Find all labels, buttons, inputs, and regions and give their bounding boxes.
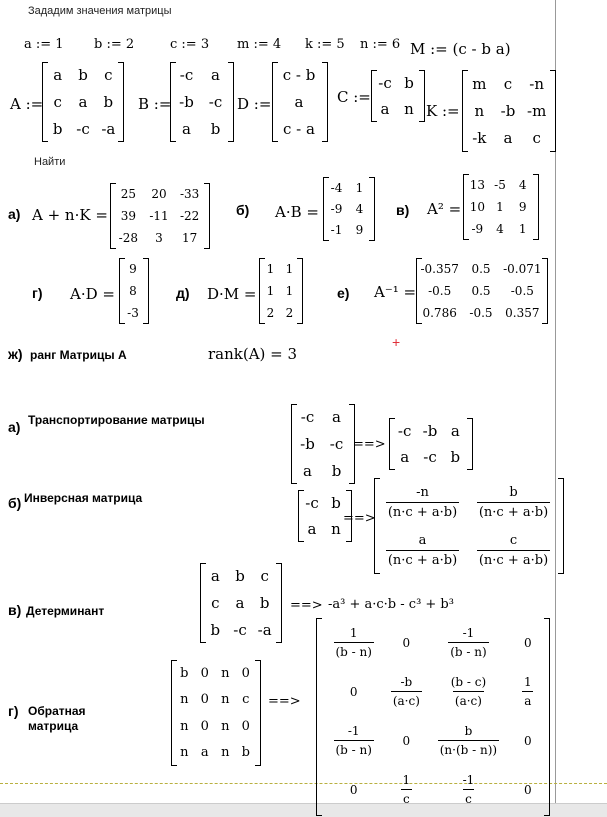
matrix-cell: -5 xyxy=(494,178,506,192)
matrix-M-definition: M := (c - b a) xyxy=(410,40,511,58)
matrix-cell xyxy=(449,675,488,708)
matrix-cell: -9 xyxy=(471,222,484,236)
result-a-expr: A + n·K = xyxy=(32,206,108,224)
matrix-cell: 0.357 xyxy=(505,306,540,320)
matrix-cell: n xyxy=(331,520,341,538)
matrix-cell: -4 xyxy=(330,180,343,195)
result-b-expr: A·B = xyxy=(275,203,319,221)
matrix-cell: 39 xyxy=(120,209,136,223)
matrix-cell: a xyxy=(53,66,63,85)
matrix-cell: 1 xyxy=(266,284,275,298)
sym-a-text: Транспортирование матрицы xyxy=(28,413,205,427)
matrix-cell: n xyxy=(221,718,230,734)
result-b-label: б) xyxy=(236,202,250,218)
sym-a-label: а) xyxy=(8,419,21,435)
matrix-D-cells xyxy=(274,62,324,142)
sym-v-determinant: -a³ + a·c·b - c³ + b³ xyxy=(328,597,454,612)
matrix-cell: 0 xyxy=(241,718,250,734)
matrix-cell: n xyxy=(180,692,189,708)
matrix-cell: b xyxy=(450,448,461,466)
matrix-cell: a xyxy=(182,119,191,138)
matrix-cell: c xyxy=(260,567,269,586)
matrix-cell: a xyxy=(78,92,88,111)
matrix-cell: b xyxy=(210,620,221,639)
numerator: b xyxy=(464,724,473,738)
numerator: -1 xyxy=(347,724,360,738)
matrix-cell: -b xyxy=(179,92,194,111)
matrix-cell: 9 xyxy=(355,223,364,238)
sym-g-input-cells xyxy=(174,660,256,766)
matrix-cell: -c xyxy=(305,494,319,512)
denominator: c xyxy=(401,789,412,806)
matrix-cell: -0.071 xyxy=(503,262,542,276)
numerator: (b - c) xyxy=(450,675,487,689)
denominator: c xyxy=(463,789,474,806)
matrix-A-cells xyxy=(45,62,121,142)
result-v-expr: A² = xyxy=(427,200,462,218)
matrix-cell: n xyxy=(404,100,414,118)
matrix-D-label: D := xyxy=(237,95,272,113)
matrix-cell: -a xyxy=(101,119,116,138)
denominator: (b - n) xyxy=(334,740,374,757)
numerator: -1 xyxy=(462,626,475,640)
matrix-cell: 25 xyxy=(120,187,136,201)
numerator: 1 xyxy=(402,773,411,787)
sym-g-text-2: матрица xyxy=(28,719,79,733)
result-e-cells xyxy=(419,258,543,324)
matrix-cell: -11 xyxy=(149,209,169,223)
matrix-cell: 9 xyxy=(129,262,137,276)
matrix-cell: -c xyxy=(378,74,392,92)
matrix-cell: a xyxy=(332,408,341,427)
numerator: -b xyxy=(400,675,413,689)
result-e-label: е) xyxy=(337,285,350,301)
matrix-cell: n xyxy=(221,692,230,708)
denominator: (n·c + a·b) xyxy=(386,502,459,520)
matrix-cell: b xyxy=(180,665,189,681)
denominator: (b - n) xyxy=(448,642,488,659)
matrix-cell xyxy=(334,724,374,757)
matrix-cell: -1 xyxy=(330,223,343,238)
matrix-cell: -b xyxy=(500,101,516,120)
matrix-cell: c xyxy=(104,66,113,85)
matrix-cell: b xyxy=(103,92,114,111)
matrix-cell: b xyxy=(404,74,414,92)
matrix-B-cells xyxy=(172,62,230,142)
matrix-cell: b xyxy=(241,745,250,761)
result-e-expr: A⁻¹ = xyxy=(374,283,417,301)
matrix-C-label: C := xyxy=(337,88,371,106)
sym-a-input-cells xyxy=(293,404,351,484)
matrix-K-label: K := xyxy=(426,102,460,120)
matrix-cell xyxy=(386,533,459,568)
matrix-cell xyxy=(477,485,550,520)
scalar-a: a := 1 xyxy=(24,37,64,52)
sym-v-input-cells xyxy=(203,563,277,643)
matrix-cell xyxy=(401,773,413,806)
denominator: (b - n) xyxy=(334,642,374,659)
denominator: (a·c) xyxy=(453,691,484,708)
matrix-cell xyxy=(448,626,488,659)
result-b-cells xyxy=(325,177,371,241)
denominator: (n·c + a·b) xyxy=(386,550,459,568)
matrix-cell: 0 xyxy=(523,782,532,797)
matrix-cell: -k xyxy=(472,129,487,148)
denominator: (a·c) xyxy=(391,691,422,708)
matrix-cell: -c xyxy=(423,448,437,466)
matrix-cell: 4 xyxy=(355,201,364,216)
matrix-cell: -c xyxy=(300,408,315,427)
matrix-cell: c xyxy=(211,593,220,612)
matrix-cell: c xyxy=(242,692,250,708)
matrix-cell: 0.5 xyxy=(471,284,491,298)
numerator: b xyxy=(509,484,518,500)
matrix-cell: 4 xyxy=(518,178,527,192)
matrix-cell: -m xyxy=(527,101,547,120)
matrix-cell: a xyxy=(307,520,317,538)
matrix-cell: n xyxy=(221,665,230,681)
numerator: a xyxy=(418,532,427,548)
matrix-cell: 0 xyxy=(241,665,250,681)
matrix-cell: c - a xyxy=(283,119,315,138)
numerator: c xyxy=(509,532,518,548)
result-d-cells xyxy=(261,258,299,324)
matrix-cell: -c xyxy=(179,66,194,85)
matrix-cell: 0 xyxy=(523,635,532,650)
matrix-cell: -3 xyxy=(127,306,139,320)
matrix-cell: a xyxy=(380,100,390,118)
sym-v-text: Детерминант xyxy=(26,604,105,618)
result-zh-label: ж) xyxy=(8,346,23,362)
matrix-cell: 0 xyxy=(349,684,358,699)
matrix-cell xyxy=(522,675,534,708)
matrix-cell: 0 xyxy=(200,665,209,681)
matrix-cell: 8 xyxy=(129,284,137,298)
matrix-cell: -22 xyxy=(179,209,200,223)
matrix-cell: -0.5 xyxy=(428,284,452,298)
matrix-cell xyxy=(461,773,477,806)
result-v-cells xyxy=(466,174,534,240)
matrix-cell: -0.5 xyxy=(510,284,534,298)
matrix-cell: 0 xyxy=(200,718,209,734)
matrix-cell: b xyxy=(52,119,63,138)
cursor-crosshair: + xyxy=(392,334,401,350)
matrix-cell: -c xyxy=(76,119,90,138)
denominator: a xyxy=(522,691,533,708)
matrix-cell: n xyxy=(180,745,189,761)
result-v-label: в) xyxy=(396,202,410,218)
matrix-cell: -9 xyxy=(330,201,343,216)
scalar-n: n := 6 xyxy=(360,37,401,52)
matrix-cell: b xyxy=(78,66,88,85)
denominator: (n·c + a·b) xyxy=(477,550,550,568)
fraction xyxy=(477,533,550,568)
matrix-cell: a xyxy=(235,593,245,612)
matrix-cell: 0 xyxy=(523,733,532,748)
matrix-cell: a xyxy=(200,745,209,761)
sym-v-arrow: ==> xyxy=(290,598,323,613)
numerator: 1 xyxy=(349,626,358,640)
sym-b-arrow: ==> xyxy=(343,511,376,526)
matrix-cell: a xyxy=(503,129,513,148)
result-zh-text: ранг Матрицы А xyxy=(30,348,127,362)
result-g-label: г) xyxy=(32,285,43,301)
sym-b-input-cells xyxy=(300,490,348,542)
fraction xyxy=(401,773,413,806)
scalar-c: c := 3 xyxy=(170,37,210,52)
matrix-cell: c xyxy=(503,74,513,93)
matrix-cell: 0 xyxy=(402,733,411,748)
matrix-cell: -b xyxy=(300,434,315,453)
sym-g-output-cells xyxy=(320,618,544,814)
rank-expression: rank(A) = 3 xyxy=(208,345,298,363)
matrix-cell xyxy=(334,626,374,659)
denominator: (n·(b - n)) xyxy=(438,740,499,757)
matrix-cell: 0 xyxy=(349,782,358,797)
fraction xyxy=(386,533,459,568)
matrix-cell: 4 xyxy=(496,222,504,236)
sym-g-text-1: Обратная xyxy=(28,704,86,718)
matrix-cell: 0 xyxy=(402,635,411,650)
fraction xyxy=(449,675,488,708)
matrix-cell: 1 xyxy=(496,200,504,214)
matrix-cell: n xyxy=(180,718,189,734)
scalar-k: k := 5 xyxy=(305,37,345,52)
matrix-cell: b xyxy=(331,494,341,512)
matrix-cell xyxy=(391,675,422,708)
matrix-cell: -c xyxy=(397,422,412,440)
sym-a-output-cells xyxy=(392,418,468,470)
result-g-expr: A·D = xyxy=(70,285,115,303)
matrix-cell: a xyxy=(303,461,312,480)
matrix-cell: -0.357 xyxy=(420,262,459,276)
matrix-cell: b xyxy=(210,119,221,138)
matrix-cell xyxy=(386,485,459,520)
matrix-cell: 0.786 xyxy=(422,306,457,320)
matrix-cell: -28 xyxy=(118,231,138,245)
matrix-cell: a xyxy=(294,92,304,111)
matrix-cell: b xyxy=(235,567,245,586)
matrix-cell: -0.5 xyxy=(469,306,493,320)
fraction xyxy=(448,626,488,659)
matrix-cell: c xyxy=(53,92,62,111)
matrix-cell: -c xyxy=(208,92,223,111)
matrix-cell: a xyxy=(400,448,410,466)
matrix-K-cells xyxy=(465,70,551,152)
result-d-expr: D·M = xyxy=(207,285,257,303)
matrix-cell: -c xyxy=(329,434,344,453)
matrix-cell: 0 xyxy=(200,692,209,708)
matrix-A-label: A := xyxy=(10,95,44,113)
result-d-label: д) xyxy=(176,285,190,301)
matrix-cell: -c xyxy=(233,620,247,639)
sym-v-label: в) xyxy=(8,602,22,618)
matrix-cell: n xyxy=(221,745,230,761)
sym-a-arrow: ==> xyxy=(353,437,386,452)
matrix-cell: 0.5 xyxy=(471,262,491,276)
matrix-cell xyxy=(477,533,550,568)
matrix-cell: b xyxy=(259,593,270,612)
fraction xyxy=(461,773,477,806)
matrix-cell: a xyxy=(210,567,220,586)
sym-g-label: г) xyxy=(8,703,19,719)
matrix-cell: 1 xyxy=(285,284,294,298)
matrix-cell: 1 xyxy=(266,262,275,276)
scalar-m: m := 4 xyxy=(237,37,282,52)
matrix-cell: 2 xyxy=(266,306,275,320)
matrix-cell: 13 xyxy=(469,178,485,192)
fraction xyxy=(386,485,459,520)
fraction xyxy=(334,724,374,757)
matrix-cell: 20 xyxy=(151,187,167,201)
matrix-cell: a xyxy=(211,66,220,85)
matrix-cell: 3 xyxy=(155,231,163,245)
matrix-cell: 9 xyxy=(518,200,527,214)
matrix-cell: n xyxy=(474,101,485,120)
numerator: -n xyxy=(416,484,429,500)
result-a-cells xyxy=(113,183,205,249)
sym-g-arrow: ==> xyxy=(268,694,301,709)
matrix-cell: c xyxy=(532,129,541,148)
fraction xyxy=(391,675,422,708)
fraction xyxy=(477,485,550,520)
sym-b-output-cells xyxy=(377,478,559,574)
matrix-cell: a xyxy=(450,422,460,440)
scalar-b: b := 2 xyxy=(94,37,135,52)
matrix-B-label: B := xyxy=(138,95,172,113)
matrix-cell: 1 xyxy=(518,222,527,236)
matrix-cell xyxy=(438,724,499,757)
matrix-cell: -n xyxy=(529,74,545,93)
matrix-cell: b xyxy=(331,461,342,480)
fraction xyxy=(522,675,534,708)
result-g-cells xyxy=(121,258,145,324)
matrix-cell: c - b xyxy=(282,66,316,85)
matrix-cell: 1 xyxy=(285,262,294,276)
matrix-cell: -33 xyxy=(179,187,200,201)
matrix-cell: 1 xyxy=(355,180,364,195)
fraction xyxy=(334,626,374,659)
result-a-label: а) xyxy=(8,206,21,222)
sym-b-text: Инверсная матрица xyxy=(24,491,143,505)
matrix-cell: 10 xyxy=(469,200,485,214)
fraction xyxy=(438,724,499,757)
matrix-cell: -b xyxy=(422,422,438,440)
matrix-C-cells xyxy=(373,70,421,122)
matrix-cell: 17 xyxy=(182,231,198,245)
find-heading: Найти xyxy=(34,156,66,168)
set-values-heading: Зададим значения матрицы xyxy=(28,5,172,17)
matrix-cell: m xyxy=(472,74,487,93)
sym-b-label: б) xyxy=(8,495,22,511)
matrix-cell: -a xyxy=(257,620,272,639)
denominator: (n·c + a·b) xyxy=(477,502,550,520)
numerator: 1 xyxy=(523,675,532,689)
numerator: -1 xyxy=(462,773,475,787)
matrix-cell: 2 xyxy=(285,306,294,320)
